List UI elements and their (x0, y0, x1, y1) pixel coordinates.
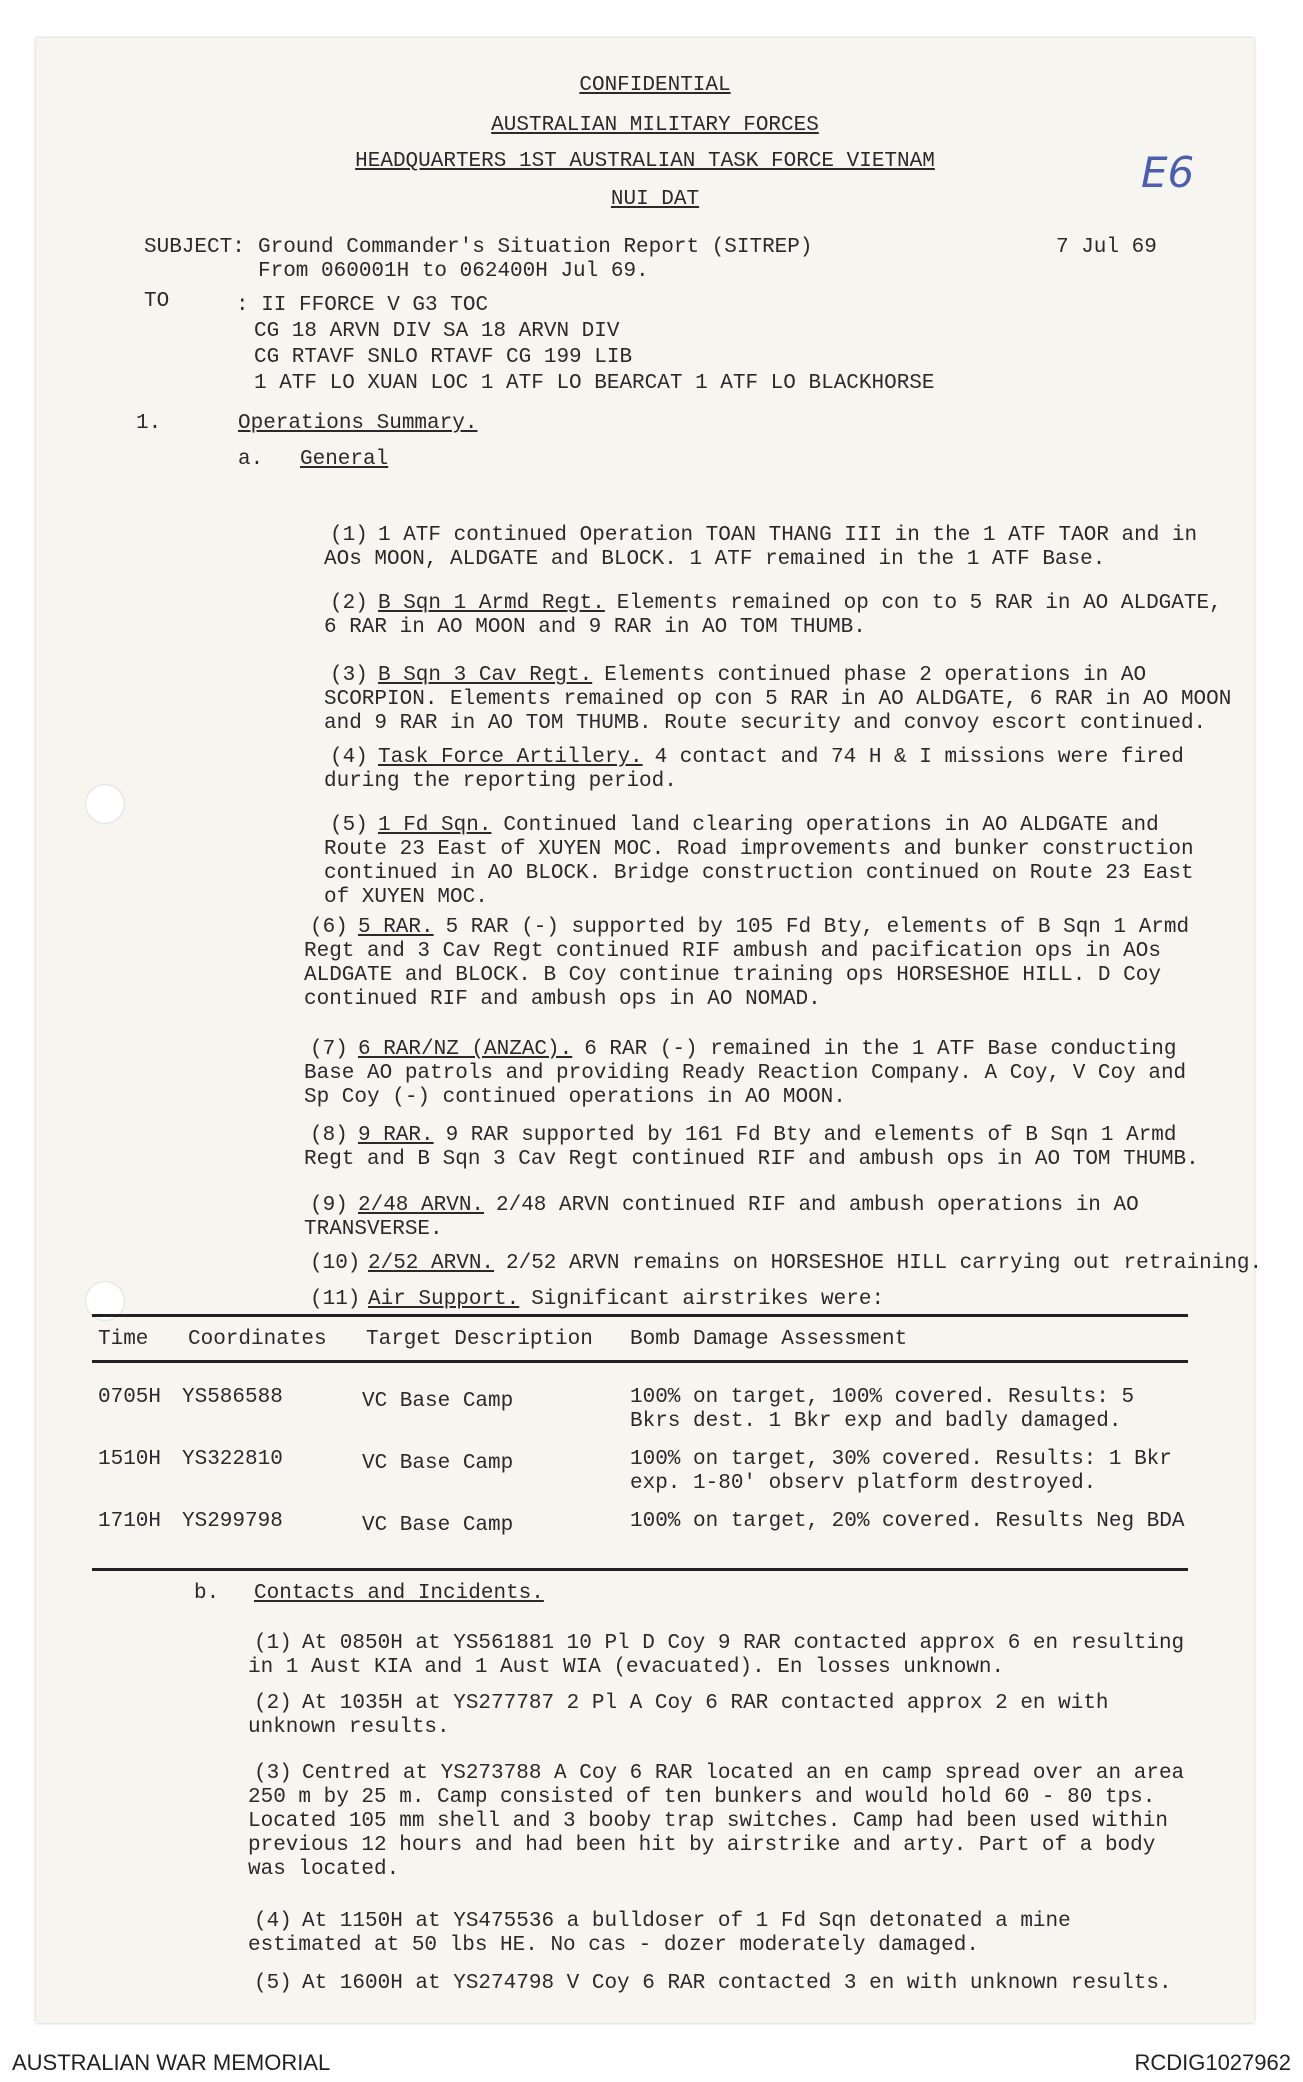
punch-hole-top (85, 784, 125, 824)
paragraph-number: (11) (310, 1288, 361, 1311)
paragraph-line: 6 RAR (-) remained in the 1 ATF Base conducting (584, 1038, 1177, 1061)
paragraph-line: Significant airstrikes were: (531, 1288, 885, 1311)
paragraph-line: 6 RAR in AO MOON and 9 RAR in AO TOM THUMB. (324, 616, 866, 639)
paragraph-heading: B Sqn 3 Cav Regt. (378, 664, 593, 687)
paragraph-line: Route 23 East of XUYEN MOC. Road improvements and bunker construction (324, 838, 1194, 861)
paragraph-line: 2/48 ARVN continued RIF and ambush operations in AO (496, 1194, 1139, 1217)
to-line: CG RTAVF SNLO RTAVF CG 199 LIB (254, 346, 633, 369)
hq-name: HEADQUARTERS 1ST AUSTRALIAN TASK FORCE VIETNAM (355, 150, 935, 173)
cell-target: VC Base Camp (362, 1514, 514, 1537)
paragraph-heading: B Sqn 1 Armd Regt. (378, 592, 605, 615)
paragraph-heading: Air Support. (368, 1288, 520, 1311)
paragraph-heading: 5 RAR. (358, 916, 434, 939)
paragraph-line: At 1150H at YS475536 a bulldoser of 1 Fd Sqn detonated a mine (302, 1910, 1071, 1933)
section-title: Operations Summary. (238, 412, 478, 435)
paragraph-heading: 2/52 ARVN. (368, 1252, 495, 1275)
paragraph-line: previous 12 hours and had been hit by airstrike and arty. Part of a body (248, 1834, 1156, 1857)
paragraph-line: during the reporting period. (324, 770, 677, 793)
paragraph-line: continued RIF and ambush ops in AO NOMAD. (304, 988, 821, 1011)
cell-bda: 100% on target, 100% covered. Results: 5 (630, 1386, 1135, 1409)
paragraph-line: Centred at YS273788 A Coy 6 RAR located an en camp spread over an area (302, 1762, 1185, 1785)
paragraph-number: (3) (254, 1762, 292, 1785)
paragraph-heading: 2/48 ARVN. (358, 1194, 485, 1217)
cell-bda: 100% on target, 20% covered. Results Neg BDA (630, 1510, 1185, 1533)
paragraph-number: (5) (330, 814, 368, 837)
paragraph-line: At 1600H at YS274798 V Coy 6 RAR contacted 3 en with unknown results. (302, 1972, 1172, 1995)
cell-bda: 100% on target, 30% covered. Results: 1 Bkr (630, 1448, 1172, 1471)
subject-line1: Ground Commander's Situation Report (SITREP) (258, 236, 813, 259)
paragraph-number: (2) (330, 592, 368, 615)
cell-target: VC Base Camp (362, 1390, 514, 1413)
subject-line2: From 060001H to 062400H Jul 69. (258, 260, 649, 283)
paragraph-number: (1) (330, 524, 368, 547)
paragraph-line: AOs MOON, ALDGATE and BLOCK. 1 ATF remained in the 1 ATF Base. (324, 548, 1106, 571)
paragraph-number: (10) (310, 1252, 361, 1275)
paragraph-line: 4 contact and 74 H & I missions were fired (654, 746, 1184, 769)
paragraph-number: (4) (254, 1910, 292, 1933)
table-bottom-rule (92, 1568, 1188, 1571)
paragraph-line: 9 RAR supported by 161 Fd Bty and elements of B Sqn 1 Armd (445, 1124, 1177, 1147)
paragraph-line: in 1 Aust KIA and 1 Aust WIA (evacuated). En losses unknown. (248, 1656, 1005, 1679)
subsection-letter: b. (194, 1582, 220, 1605)
classification: CONFIDENTIAL (579, 74, 731, 97)
subsection-title: Contacts and Incidents. (254, 1582, 544, 1605)
to-line: 1 ATF LO XUAN LOC 1 ATF LO BEARCAT 1 ATF LO BLACKHORSE (254, 372, 935, 395)
paragraph-heading: 9 RAR. (358, 1124, 434, 1147)
paragraph-heading: 1 Fd Sqn. (378, 814, 492, 837)
paragraph-number: (2) (254, 1692, 292, 1715)
paragraph-line: 250 m by 25 m. Camp consisted of ten bunkers and would hold 60 - 80 tps. (248, 1786, 1156, 1809)
paragraph-line: Regt and 3 Cav Regt continued RIF ambush and pacification ops in AOs (304, 940, 1161, 963)
paragraph-line: Located 105 mm shell and 3 booby trap switches. Camp had been used within (248, 1810, 1168, 1833)
cell-time: 1510H (98, 1448, 162, 1471)
paragraph-heading: Task Force Artillery. (378, 746, 643, 769)
paragraph-line: continued in AO BLOCK. Bridge construction continued on Route 23 East (324, 862, 1194, 885)
table-top-rule (92, 1314, 1188, 1317)
paragraph-line: Elements continued phase 2 operations in AO (604, 664, 1147, 687)
paragraph-line: Regt and B Sqn 3 Cav Regt continued RIF and ambush ops in AO TOM THUMB. (304, 1148, 1199, 1171)
cell-time: 1710H (98, 1510, 162, 1533)
paragraph-line: Continued land clearing operations in AO ALDGATE and (503, 814, 1159, 837)
subsection-title: General (300, 448, 389, 471)
to-label: TO (144, 290, 170, 313)
col-header-bda: Bomb Damage Assessment (630, 1328, 908, 1351)
subject-label: SUBJECT: (144, 236, 245, 259)
paragraph-number: (3) (330, 664, 368, 687)
paragraph-number: (8) (310, 1124, 348, 1147)
handwritten-annotation: E6 (1141, 148, 1195, 197)
paragraph-number: (4) (330, 746, 368, 769)
paragraph-number: (5) (254, 1972, 292, 1995)
paragraph-line: At 0850H at YS561881 10 Pl D Coy 9 RAR contacted approx 6 en resulting (302, 1632, 1185, 1655)
cell-bda: Bkrs dest. 1 Bkr exp and badly damaged. (630, 1410, 1122, 1433)
paragraph-line: ALDGATE and BLOCK. B Coy continue training ops HORSESHOE HILL. D Coy (304, 964, 1161, 987)
paragraph-number: (9) (310, 1194, 348, 1217)
paragraph-line: unknown results. (248, 1716, 450, 1739)
paragraph-line: estimated at 50 lbs HE. No cas - dozer moderately damaged. (248, 1934, 979, 1957)
paragraph-line: 2/52 ARVN remains on HORSESHOE HILL carrying out retraining. (506, 1252, 1263, 1275)
paragraph-line: of XUYEN MOC. (324, 886, 488, 909)
table-header-rule (92, 1360, 1188, 1363)
subsection-letter: a. (238, 448, 264, 471)
document-page (36, 38, 1263, 2023)
cell-time: 0705H (98, 1386, 162, 1409)
org-name: AUSTRALIAN MILITARY FORCES (491, 114, 819, 137)
cell-bda: exp. 1-80' observ platform destroyed. (630, 1472, 1097, 1495)
paragraph-line: and 9 RAR in AO TOM THUMB. Route security and convoy escort continued. (324, 712, 1207, 735)
footer-right: RCDIG1027962 (1134, 2050, 1291, 2075)
paragraph-line: 5 RAR (-) supported by 105 Fd Bty, elements of B Sqn 1 Armd (445, 916, 1190, 939)
cell-coordinates: YS586588 (182, 1386, 283, 1409)
col-header-coordinates: Coordinates (188, 1328, 327, 1351)
paragraph-line: was located. (248, 1858, 400, 1881)
paragraph-number: (6) (310, 916, 348, 939)
col-header-target: Target Description (366, 1328, 593, 1351)
cell-coordinates: YS299798 (182, 1510, 283, 1533)
col-header-time: Time (98, 1328, 149, 1351)
section-number: 1. (136, 412, 162, 435)
report-date: 7 Jul 69 (1056, 236, 1157, 259)
location: NUI DAT (610, 188, 700, 211)
paragraph-number: (1) (254, 1632, 292, 1655)
footer-left: AUSTRALIAN WAR MEMORIAL (12, 2050, 331, 2075)
paragraph-line: Elements remained op con to 5 RAR in AO ALDGATE, (616, 592, 1222, 615)
paragraph-heading: 6 RAR/NZ (ANZAC). (358, 1038, 573, 1061)
paragraph-line: 1 ATF continued Operation TOAN THANG III in the 1 ATF TAOR and in (378, 524, 1198, 547)
to-line: : II FFORCE V G3 TOC (236, 294, 489, 317)
paragraph-line: SCORPION. Elements remained op con 5 RAR in AO ALDGATE, 6 RAR in AO MOON (324, 688, 1232, 711)
cell-target: VC Base Camp (362, 1452, 514, 1475)
to-line: CG 18 ARVN DIV SA 18 ARVN DIV (254, 320, 620, 343)
paragraph-line: Base AO patrols and providing Ready Reaction Company. A Coy, V Coy and (304, 1062, 1187, 1085)
paragraph-line: Sp Coy (-) continued operations in AO MOON. (304, 1086, 846, 1109)
paragraph-number: (7) (310, 1038, 348, 1061)
cell-coordinates: YS322810 (182, 1448, 283, 1471)
paragraph-line: TRANSVERSE. (304, 1218, 443, 1241)
paragraph-line: At 1035H at YS277787 2 Pl A Coy 6 RAR contacted approx 2 en with (302, 1692, 1109, 1715)
